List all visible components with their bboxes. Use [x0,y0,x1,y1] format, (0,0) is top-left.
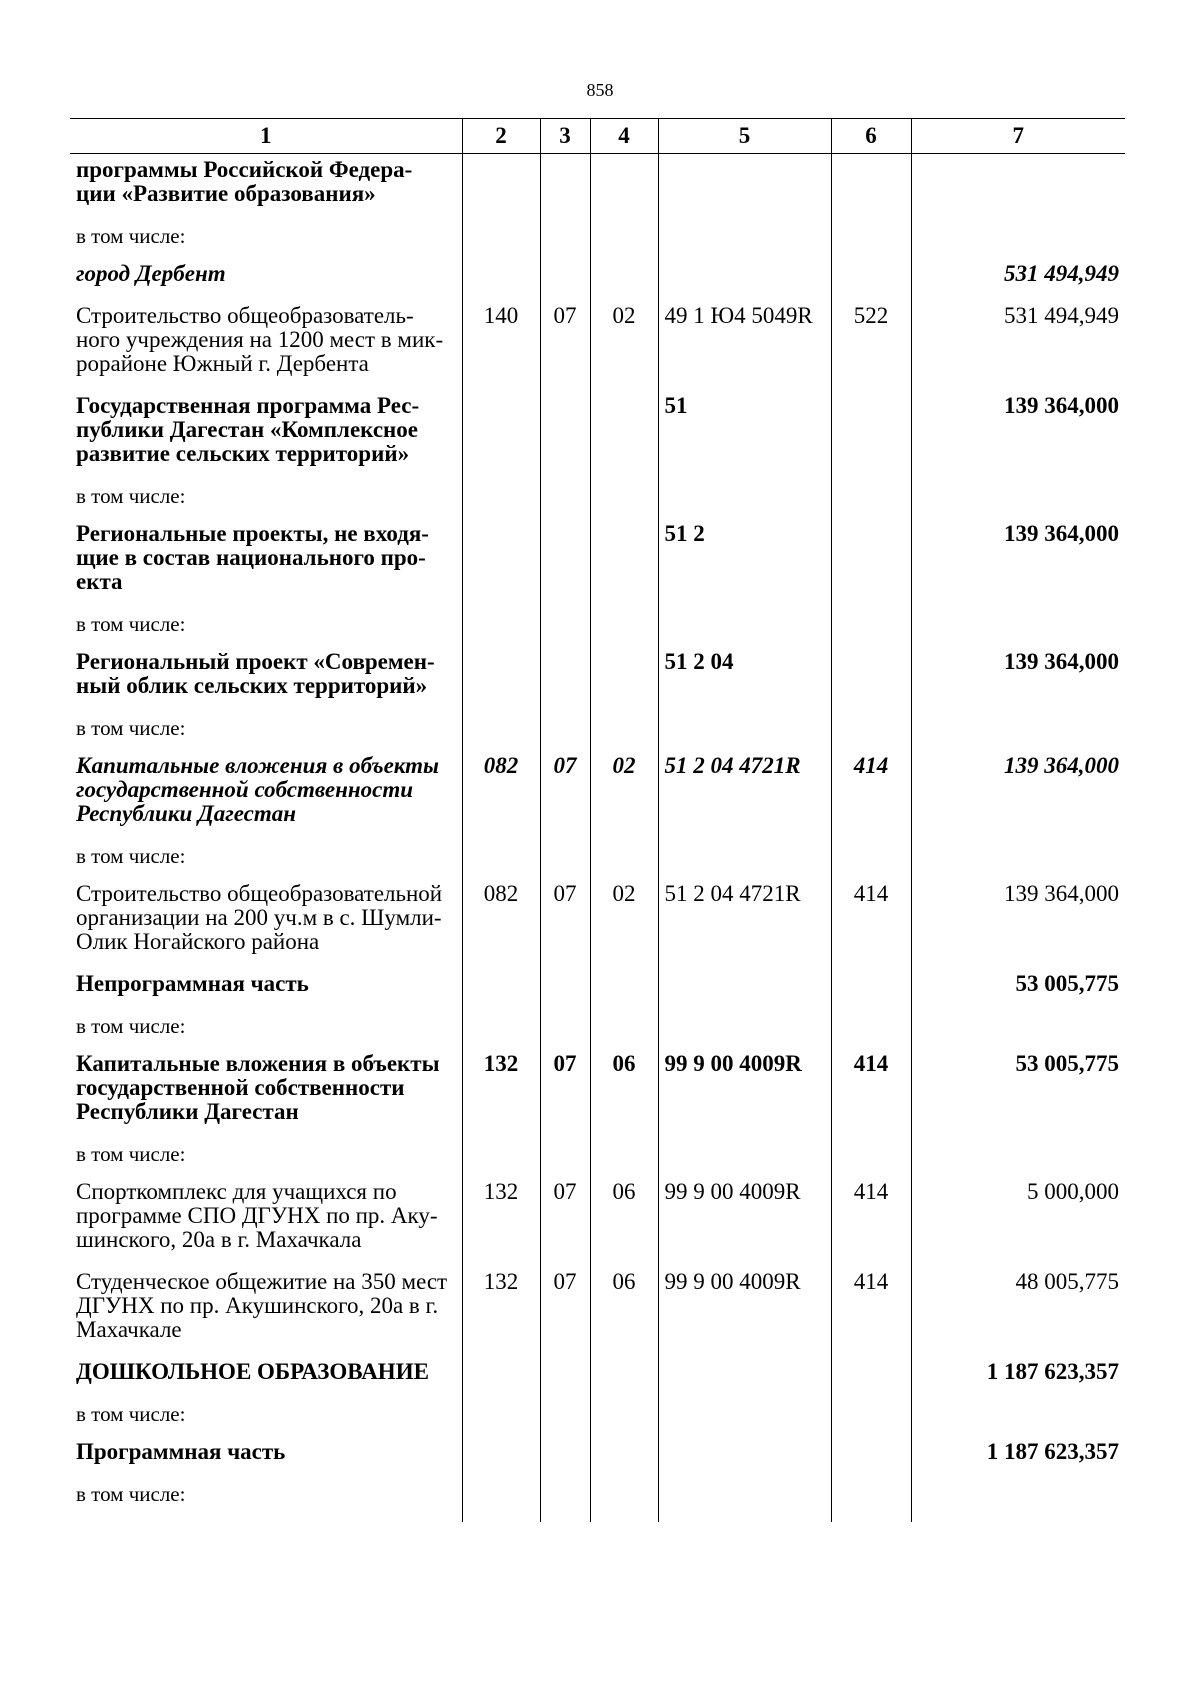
expense-type-cell [831,390,911,480]
subsection-cell [590,1010,658,1048]
code-cell [462,518,540,608]
amount-cell: 139 364,000 [911,390,1125,480]
target-article-cell [658,220,831,258]
budget-table-container [70,118,1125,1522]
description-cell: программы Российской Федера- ции «Развитие образования» [76,157,413,206]
section-cell [540,1138,590,1176]
expense-type-cell [831,608,911,646]
expense-type-cell [831,1138,911,1176]
target-article-cell [658,1398,831,1436]
target-article-cell: 99 9 00 4009R [658,1266,831,1356]
page-number: 858 [586,80,614,100]
target-article-cell [658,712,831,750]
code-cell [462,1356,540,1398]
subsection-cell [590,390,658,480]
table-row [70,878,1125,968]
section-cell: 07 [540,750,590,840]
subsection-cell [590,1436,658,1478]
section-cell [540,154,590,221]
code-cell [462,258,540,300]
section-cell [540,608,590,646]
section-cell: 07 [540,878,590,968]
table-row [70,968,1125,1010]
table-row [70,300,1125,390]
amount-cell [911,220,1125,258]
description-cell: город Дербент [76,261,226,286]
target-article-cell [658,1478,831,1522]
subsection-cell [590,258,658,300]
description-cell: Программная часть [76,1439,286,1464]
section-cell: 07 [540,1266,590,1356]
subsection-cell [590,1398,658,1436]
expense-type-cell: 522 [831,300,911,390]
subsection-cell [590,220,658,258]
expense-type-cell [831,258,911,300]
amount-cell: 139 364,000 [911,878,1125,968]
table-row [70,1356,1125,1398]
expense-type-cell: 414 [831,1048,911,1138]
subsection-cell [590,154,658,221]
description-cell: в том числе: [76,1014,186,1038]
description-cell: Региональный проект «Современ- ный облик сельских территорий» [76,649,435,698]
column-header: 6 [831,119,911,154]
amount-cell: 5 000,000 [911,1176,1125,1266]
subsection-cell [590,1138,658,1176]
subsection-cell: 06 [590,1048,658,1138]
code-cell: 140 [462,300,540,390]
table-row [70,154,1125,221]
table-row [70,840,1125,878]
description-cell: в том числе: [76,224,186,248]
target-article-cell: 49 1 Ю4 5049R [658,300,831,390]
description-cell: в том числе: [76,612,186,636]
amount-cell [911,608,1125,646]
target-article-cell: 51 2 04 4721R [658,878,831,968]
table-row [70,1266,1125,1356]
subsection-cell: 02 [590,300,658,390]
expense-type-cell [831,1436,911,1478]
section-cell [540,840,590,878]
amount-cell: 53 005,775 [911,968,1125,1010]
section-cell [540,1478,590,1522]
code-cell [462,608,540,646]
expense-type-cell [831,1478,911,1522]
column-header: 2 [462,119,540,154]
amount-cell [911,1398,1125,1436]
code-cell [462,220,540,258]
table-row [70,220,1125,258]
expense-type-cell [831,1398,911,1436]
expense-type-cell [831,1010,911,1048]
amount-cell [911,1010,1125,1048]
section-cell [540,1010,590,1048]
description-cell: Строительство общеобразовательной организации на 200 уч.м в с. Шумли- Олик Ногайского района [76,881,443,954]
description-cell: в том числе: [76,1482,186,1506]
description-cell: Капитальные вложения в объекты государственной собственности Республики Дагестан [76,753,440,826]
subsection-cell [590,480,658,518]
description-cell: Спорткомплекс для учащихся по программе СПО ДГУНХ по пр. Аку- шинского, 20а в г. Махачкала [76,1179,438,1252]
section-cell [540,646,590,712]
table-body [70,154,1125,1523]
description-cell: в том числе: [76,484,186,508]
amount-cell: 1 187 623,357 [911,1356,1125,1398]
code-cell [462,390,540,480]
expense-type-cell [831,154,911,221]
table-row [70,1478,1125,1522]
table-row [70,1436,1125,1478]
section-cell [540,390,590,480]
code-cell: 082 [462,750,540,840]
table-row [70,518,1125,608]
description-cell: в том числе: [76,844,186,868]
code-cell [462,1138,540,1176]
target-article-cell: 99 9 00 4009R [658,1176,831,1266]
header-row [70,119,1125,154]
amount-cell: 139 364,000 [911,646,1125,712]
target-article-cell: 51 [658,390,831,480]
column-header: 5 [658,119,831,154]
expense-type-cell [831,518,911,608]
section-cell [540,480,590,518]
table-row [70,750,1125,840]
section-cell: 07 [540,1048,590,1138]
description-cell: в том числе: [76,1402,186,1426]
target-article-cell: 99 9 00 4009R [658,1048,831,1138]
expense-type-cell [831,220,911,258]
description-cell: Непрограммная часть [76,971,309,996]
description-cell: Студенческое общежитие на 350 мест ДГУНХ по пр. Акушинского, 20а в г. Махачкале [76,1269,448,1342]
amount-cell [911,840,1125,878]
code-cell [462,646,540,712]
amount-cell: 53 005,775 [911,1048,1125,1138]
column-header: 4 [590,119,658,154]
amount-cell: 1 187 623,357 [911,1436,1125,1478]
amount-cell [911,1478,1125,1522]
subsection-cell [590,840,658,878]
expense-type-cell [831,480,911,518]
column-header: 7 [911,119,1125,154]
code-cell [462,1436,540,1478]
target-article-cell: 51 2 [658,518,831,608]
table-row [70,712,1125,750]
expense-type-cell [831,1356,911,1398]
section-cell [540,1436,590,1478]
description-cell: Капитальные вложения в объекты государственной собственности Республики Дагестан [76,1051,440,1124]
target-article-cell [658,1010,831,1048]
description-cell: ДОШКОЛЬНОЕ ОБРАЗОВАНИЕ [76,1359,429,1384]
subsection-cell [590,712,658,750]
table-row [70,1048,1125,1138]
code-cell [462,840,540,878]
subsection-cell: 06 [590,1176,658,1266]
subsection-cell [590,1356,658,1398]
table-row [70,646,1125,712]
code-cell [462,968,540,1010]
code-cell [462,480,540,518]
target-article-cell [658,608,831,646]
subsection-cell [590,646,658,712]
amount-cell [911,154,1125,221]
expense-type-cell: 414 [831,1176,911,1266]
column-header: 1 [70,119,462,154]
description-cell: в том числе: [76,1142,186,1166]
code-cell: 082 [462,878,540,968]
code-cell: 132 [462,1176,540,1266]
subsection-cell [590,608,658,646]
subsection-cell [590,1478,658,1522]
section-cell [540,1356,590,1398]
column-header: 3 [540,119,590,154]
expense-type-cell [831,968,911,1010]
target-article-cell [658,968,831,1010]
description-cell: Региональные проекты, не входя- щие в состав национального про- екта [76,521,429,594]
target-article-cell [658,154,831,221]
amount-cell [911,712,1125,750]
amount-cell: 531 494,949 [911,258,1125,300]
target-article-cell: 51 2 04 [658,646,831,712]
section-cell: 07 [540,1176,590,1266]
target-article-cell [658,258,831,300]
table-row [70,480,1125,518]
subsection-cell: 02 [590,878,658,968]
section-cell [540,518,590,608]
table-row [70,608,1125,646]
expense-type-cell [831,646,911,712]
subsection-cell [590,518,658,608]
amount-cell [911,480,1125,518]
target-article-cell: 51 2 04 4721R [658,750,831,840]
code-cell [462,154,540,221]
description-cell: в том числе: [76,716,186,740]
description-cell: Государственная программа Рес- публики Дагестан «Комплексное развитие сельских территорий» [76,393,420,466]
amount-cell: 48 005,775 [911,1266,1125,1356]
table-row [70,1138,1125,1176]
table-row [70,1010,1125,1048]
target-article-cell [658,1436,831,1478]
expense-type-cell [831,712,911,750]
section-cell [540,258,590,300]
code-cell [462,1398,540,1436]
target-article-cell [658,1356,831,1398]
table-row [70,1176,1125,1266]
subsection-cell: 02 [590,750,658,840]
amount-cell [911,1138,1125,1176]
target-article-cell [658,480,831,518]
code-cell [462,1478,540,1522]
description-cell: Строительство общеобразователь- ного учреждения на 1200 мест в мик- рорайоне Южный г. Дербента [76,303,444,376]
amount-cell: 139 364,000 [911,750,1125,840]
expense-type-cell: 414 [831,750,911,840]
code-cell [462,1010,540,1048]
budget-table [70,118,1125,1522]
table-row [70,1398,1125,1436]
code-cell: 132 [462,1048,540,1138]
section-cell [540,1398,590,1436]
code-cell: 132 [462,1266,540,1356]
expense-type-cell: 414 [831,1266,911,1356]
code-cell [462,712,540,750]
section-cell: 07 [540,300,590,390]
amount-cell: 139 364,000 [911,518,1125,608]
section-cell [540,220,590,258]
subsection-cell: 06 [590,1266,658,1356]
target-article-cell [658,1138,831,1176]
section-cell [540,968,590,1010]
table-row [70,390,1125,480]
table-row [70,258,1125,300]
expense-type-cell [831,840,911,878]
target-article-cell [658,840,831,878]
amount-cell: 531 494,949 [911,300,1125,390]
subsection-cell [590,968,658,1010]
section-cell [540,712,590,750]
expense-type-cell: 414 [831,878,911,968]
